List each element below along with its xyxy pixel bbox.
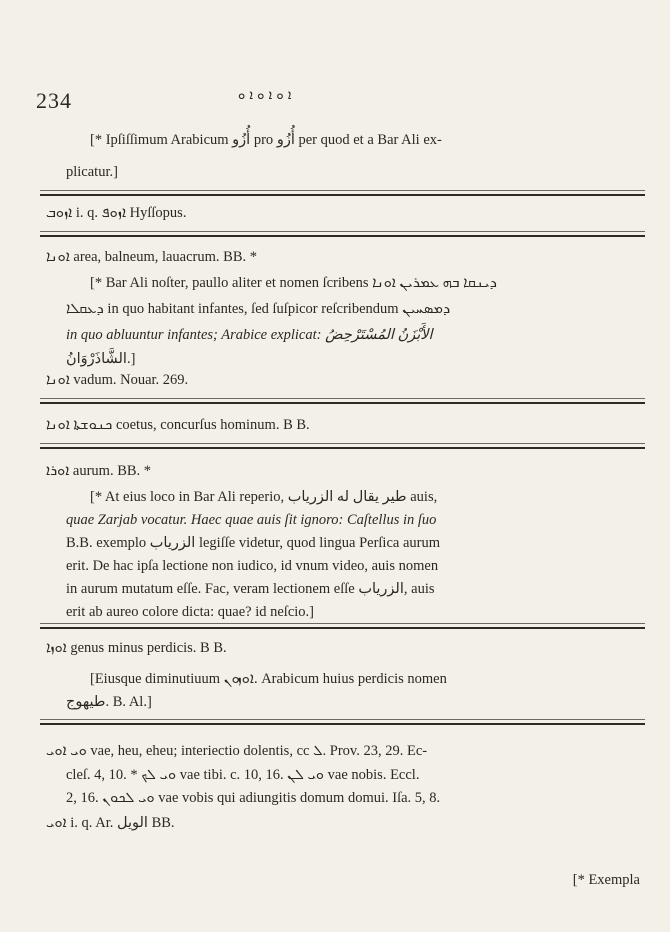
- catchword: [* Exempla: [572, 872, 640, 888]
- separator-rule: [40, 443, 645, 444]
- separator-rule: [40, 627, 645, 629]
- separator-rule: [40, 190, 645, 191]
- text-line: ܐܘܙܐ genus minus perdicis. B B.: [46, 640, 227, 656]
- separator-rule: [40, 723, 645, 725]
- text-line: ܕܥܩܠܐ in quo habitant infantes, ſed ſuſpicor reſcribendum ܕܡܣܚܝܢ: [66, 301, 451, 317]
- text-line: [* Bar Ali noſter, paullo aliter et nomen ſcribens ܕܝܢܩܐ ܒܗ ܥܡܪܝܢ ܐܘܢܐ: [90, 275, 497, 291]
- text-line: الشَّاذَرْوَانُ.]: [66, 351, 136, 367]
- separator-rule: [40, 402, 645, 404]
- separator-rule: [40, 235, 645, 237]
- text-line: erit ab aureo colore dicta: quae? id neſcio.]: [66, 604, 314, 620]
- text-line: ܐܘܪܐ aurum. BB. *: [46, 463, 152, 479]
- running-head: ܐ ܘ ܐ ܘ ܐ ܘ: [238, 88, 292, 103]
- separator-rule: [40, 398, 645, 399]
- separator-rule: [40, 719, 645, 720]
- text-line: طيهوج. B. Al.]: [66, 694, 152, 710]
- text-line: quae Zarjab vocatur. Haec quae auis ſit ignoro: Caſtellus in ſuo: [66, 512, 437, 528]
- text-line: ܟܢܘܫܬܐ ܐܘܢܐ coetus, concurſus hominum. B B.: [46, 417, 310, 433]
- text-line: ܐܘܢܐ vadum. Nouar. 269.: [46, 372, 189, 388]
- separator-rule: [40, 231, 645, 232]
- text-line: in aurum mutatum eſſe. Fac, veram lectionem eſſe الزرياب, auis: [66, 581, 435, 597]
- text-line: in quo abluuntur infantes; Arabice explicat: الأَبْزَنُ المُسْتَرْحِضُ: [66, 327, 433, 343]
- separator-rule: [40, 447, 645, 449]
- separator-rule: [40, 194, 645, 196]
- text-line: [Eiusque diminutiuum ܐܘܙܘܢ. Arabicum huius perdicis nomen: [90, 671, 447, 687]
- text-line: cleſ. 4, 10. * ܘܝ ܠܟ vae tibi. c. 10, 16. ܘܝ ܠܢ vae nobis. Eccl.: [66, 767, 420, 783]
- text-line: erit. De hac ipſa lectione non iudico, id vnum video, auis nomen: [66, 558, 439, 574]
- separator-rule: [40, 623, 645, 624]
- text-line: ܐܙܘܒ i. q. ܐܙܘܦ Hyſſopus.: [46, 205, 187, 221]
- text-line: [* Ipſiſſimum Arabicum أُزُو pro أُزُو per quod et a Bar Ali ex-: [90, 132, 442, 148]
- text-line: ܐܘܢܐ area, balneum, lauacrum. BB. *: [46, 249, 258, 265]
- text-line: ܘܝ ܐܘܝ vae, heu, eheu; interiectio dolentis, cc ܠ. Prov. 23, 29. Ec-: [46, 743, 428, 759]
- text-line: ܐܘܝ i. q. Ar. الويل BB.: [46, 815, 175, 831]
- page-number: 234: [36, 88, 72, 113]
- text-line: plicatur.]: [66, 164, 118, 180]
- text-line: 2, 16. ܘܝ ܠܟܘܢ vae vobis qui adiungitis domum domui. Iſa. 5, 8.: [66, 790, 441, 806]
- text-line: [* At eius loco in Bar Ali reperio, طير يقال له الزرياب auis,: [90, 489, 438, 505]
- text-line: B.B. exemplo الزرياب legiſſe videtur, quod lingua Perſica aurum: [66, 535, 440, 551]
